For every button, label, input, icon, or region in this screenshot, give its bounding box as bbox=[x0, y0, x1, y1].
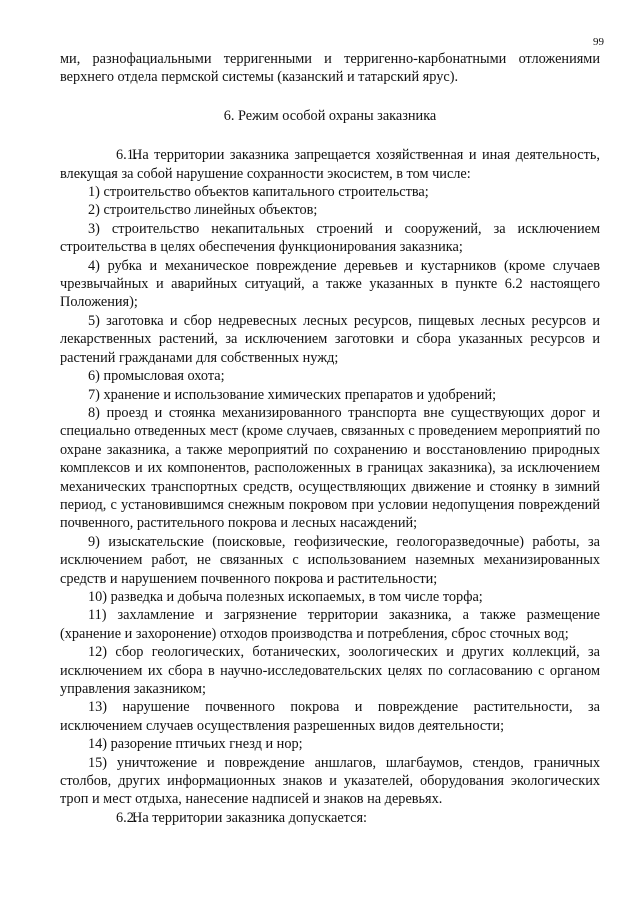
list-item-14: 14) разорение птичьих гнезд и нор; bbox=[88, 736, 303, 753]
clause-6-2 bbox=[60, 809, 600, 827]
list-item-11: 11) захламление и загрязнение территории заказника, а также размещение (хранение и захоронение) отходов производства и потребления, сброс сточных вод; bbox=[60, 607, 600, 642]
list-item-7: 7) хранение и использование химических препаратов и удобрений; bbox=[88, 386, 497, 403]
clause-6-2-number: 6.2. bbox=[116, 809, 138, 826]
section-title: 6. Режим особой охраны заказника bbox=[223, 107, 437, 124]
clause-6-1-text: На территории заказника запрещается хозяйственная и иная деятельность, влекущая за собой нарушение сохранности экосистем, в том числе: bbox=[60, 147, 600, 182]
list-item-15: 15) уничтожение и повреждение аншлагов, шлагбаумов, стендов, граничных столбов, других информационных знаков и указателей, оборудования экологических троп и мест отдыха, нанесение надписей и знаков на деревьях. bbox=[60, 754, 600, 808]
list-item-10: 10) разведка и добыча полезных ископаемых, в том числе торфа; bbox=[88, 588, 483, 605]
list-item-3: 3) строительство некапитальных строений и сооружений, за исключением строительства в целях обеспечения функционирования заказника; bbox=[60, 220, 600, 256]
list-item-4: 4) рубка и механическое повреждение деревьев и кустарников (кроме случаев чрезвычайных и аварийных ситуаций, а также указанных в пункте 6.2 настоящего Положения); bbox=[60, 257, 600, 311]
list-item-12: 12) сбор геологических, ботанических, зоологических и других коллекций, за исключением их сбора в научно-исследовательских целях по согласованию с органом управления заказником; bbox=[60, 644, 600, 697]
list-item-6: 6) промысловая охота; bbox=[88, 368, 225, 385]
page-number: 99 bbox=[593, 36, 604, 48]
clause-6-1-number: 6.1. bbox=[116, 147, 138, 164]
list-item-2: 2) строительство линейных объектов; bbox=[88, 202, 318, 219]
clause-6-1 bbox=[60, 146, 600, 183]
intro-paragraph: ми, разнофациальными терригенными и терригенно-карбонатными отложениями верхнего отдела пермской системы (казанский и татарский ярус). bbox=[60, 51, 600, 86]
list-item-1: 1) строительство объектов капитального строительства; bbox=[88, 184, 429, 201]
clause-6-2-text: На территории заказника допускается: bbox=[132, 809, 367, 826]
list-item-5: 5) заготовка и сбор недревесных лесных ресурсов, пищевых лесных ресурсов и лекарственных растений, за исключением заготовки и сбора указанных ресурсов и растений гражданами для собственных нужд; bbox=[60, 312, 600, 366]
list-item-13: 13) нарушение почвенного покрова и повреждение растительности, за исключением случаев осуществления разрешенных видов деятельности; bbox=[60, 699, 600, 734]
document-body bbox=[60, 50, 600, 827]
list-item-8: 8) проезд и стоянка механизированного транспорта вне существующих дорог и специально отведенных мест (кроме случаев, связанных с проведением мероприятий по охране заказника, а также мероприятий по сохранению и восстановлению природных комплексов и их компонентов, расположенных в границах заказника), за исключением механических транспортных средств, осуществляющих движение и стоянку в зимний период, с установившимся снежным покровом при условии недопущения повреждений почвенного, растительного покрова и лесных насаждений; bbox=[60, 404, 600, 532]
list-item-9: 9) изыскательские (поисковые, геофизические, геологоразведочные) работы, за исключением работ, не связанных с использованием наземных механизированных средств и нарушением почвенного покрова и растительности; bbox=[60, 533, 600, 587]
